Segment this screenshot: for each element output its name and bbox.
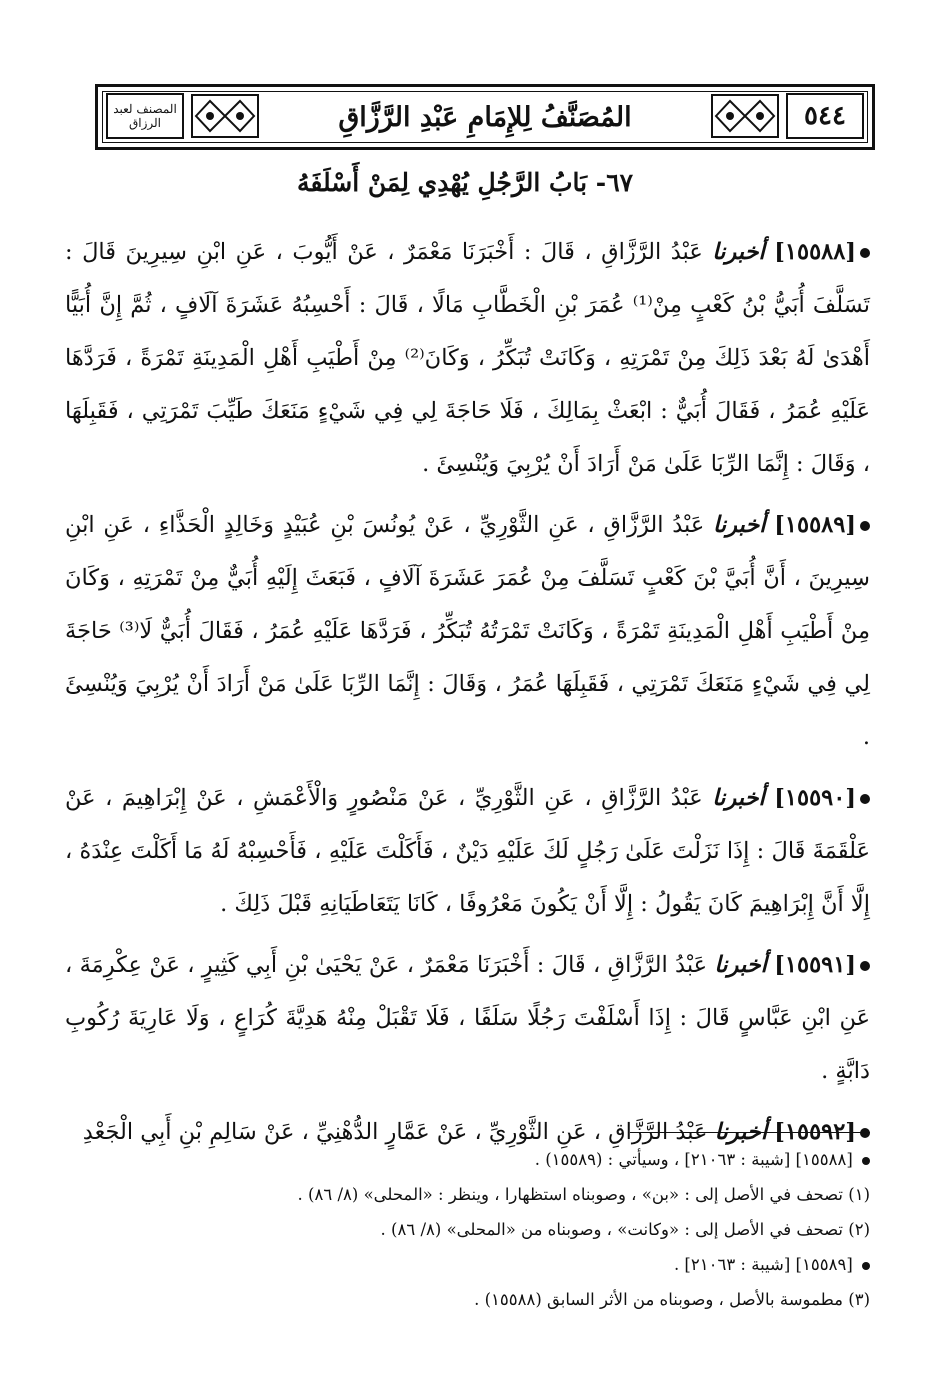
footnote-text: (٣) مطموسة بالأصل ، وصوبناه من الأثر السابق (١٥٥٨٨) . [474, 1290, 870, 1309]
page-number: ٥٤٤ [804, 101, 846, 131]
bullet-icon [860, 961, 870, 971]
bullet-icon [860, 521, 870, 531]
ornament-left-icon [190, 93, 260, 139]
hadith-opening-word: أخبرنا [714, 1119, 768, 1145]
footnotes [120, 1142, 870, 1317]
hadith-entry [65, 499, 870, 764]
hadith-number: [١٥٥٩١] [774, 952, 856, 978]
hadith-number: [١٥٥٩٠] [774, 785, 856, 811]
hadith-text: عَبْدُ الرَّزَّاقِ ، عَنِ الثَّوْرِيِّ ، عَنْ يُونُسَ بْنِ عُبَيْدٍ وَخَالِدٍ الْحَذَّاءِ ، عَنِ ابْنِ سِيرِينَ ، أَنَّ أُبَيَّ بْنَ كَعْبٍ تَسَلَّفَ مِنْ عُمَرَ عَشَرَةَ آلَافٍ ، فَبَعَثَ إِلَيْهِ أُبَيٌّ مِنْ تَمْرَتِهِ ، وَكَانَ مِنْ أَطْيَبِ أَهْلِ الْمَدِينَةِ تَمْرَةً ، وَكَانَتْ تَمْرَتُهُ تُبَكِّرُ ، فَرَدَّهَا عَلَيْهِ عُمَرُ ، فَقَالَ أُبَيٌّ لَا⁽³⁾ حَاجَةَ لِي فِي شَيْءٍ مَنَعَكَ تَمْرَتِي ، فَقَبِلَهَا عُمَرُ ، وَقَالَ : إِنَّمَا الرِّبَا عَلَىٰ مَنْ أَرَادَ أَنْ يُرْبِيَ وَيُنْسِئَ . [65, 512, 870, 750]
footnote [120, 1282, 870, 1317]
hadith-opening-word: أخبرنا [712, 785, 765, 811]
footnote-text: (٢) تصحف في الأصل إلى : «وكانت» ، وصوبناه من «المحلى» (٨/ ٨٦) . [380, 1220, 870, 1239]
hadith-number: [١٥٥٨٩] [774, 512, 856, 538]
footnote [120, 1212, 870, 1247]
bullet-icon [860, 794, 870, 804]
book-logo: المصنف لعبد الرزاق [113, 102, 177, 130]
chapter-heading: ٦٧- بَابُ الرَّجُلِ يُهْدِي لِمَنْ أَسْلَفَهُ [296, 168, 634, 197]
footnote [120, 1177, 870, 1212]
hadith-number: [١٥٥٨٨] [774, 239, 856, 265]
hadith-opening-word: أخبرنا [714, 952, 767, 978]
hadith-number: [١٥٥٩٢] [774, 1119, 856, 1145]
hadith-opening-word: أخبرنا [712, 239, 765, 265]
footnote-text: (١) تصحف في الأصل إلى : «بن» ، وصوبناه استظهارا ، وينظر : «المحلى» (٨/ ٨٦) . [297, 1185, 870, 1204]
hadith-list [65, 226, 870, 1167]
bullet-icon [860, 1128, 870, 1138]
hadith-text: عَبْدُ الرَّزَّاقِ ، قَالَ : أَخْبَرَنَا مَعْمَرٌ ، عَنْ يَحْيَىٰ بْنِ أَبِي كَثِيرٍ ، عَنْ عِكْرِمَةَ ، عَنِ ابْنِ عَبَّاسٍ قَالَ : إِذَا أَسْلَفْتَ رَجُلًا سَلَفًا ، فَلَا تَقْبَلْ مِنْهُ هَدِيَّةَ كُرَاعٍ ، وَلَا عَارِيَةَ رُكُوبِ دَابَّةٍ . [65, 952, 870, 1084]
hadith-entry [65, 939, 870, 1098]
hadith-entry [65, 772, 870, 931]
book-logo-box [106, 93, 184, 139]
footnote-text: [١٥٥٨٩] [شيبة : ٢١٠٦٣] . [673, 1255, 853, 1274]
footnote [120, 1142, 870, 1177]
hadith-text: عَبْدُ الرَّزَّاقِ ، عَنِ الثَّوْرِيِّ ، عَنْ مَنْصُورٍ وَالْأَعْمَشِ ، عَنْ إِبْرَاهِيمَ ، عَنْ عَلْقَمَةَ قَالَ : إِذَا نَزَلْتَ عَلَىٰ رَجُلٍ لَكَ عَلَيْهِ دَيْنٌ ، فَأَكَلْتَ عَلَيْهِ ، فَأَحْسِبْهُ لَهُ مَا أَكَلْتَ عِنْدَهُ ، إِلَّا أَنَّ إِبْرَاهِيمَ كَانَ يَقُولُ : إِلَّا أَنْ يَكُونَ مَعْرُوفًا ، كَانَا يَتَعَاطَيَانِهِ قَبْلَ ذَلِكَ . [65, 785, 870, 917]
hadith-text: عَبْدُ الرَّزَّاقِ ، قَالَ : أَخْبَرَنَا مَعْمَرٌ ، عَنْ أَيُّوبَ ، عَنِ ابْنِ سِيرِينَ قَالَ : تَسَلَّفَ أُبَيُّ بْنُ كَعْبٍ مِنْ⁽¹⁾ عُمَرَ بْنِ الْخَطَّابِ مَالًا ، قَالَ : أَحْسِبُهُ عَشَرَةَ آلَافٍ ، ثُمَّ إِنَّ أُبَيًّا أَهْدَىٰ لَهُ بَعْدَ ذَلِكَ مِنْ تَمْرَتِهِ ، وَكَانَتْ تُبَكِّرُ ، وَكَانَ⁽²⁾ مِنْ أَطْيَبِ أَهْلِ الْمَدِينَةِ تَمْرَةً ، فَرَدَّهَا عَلَيْهِ عُمَرُ ، فَقَالَ أُبَيٌّ : ابْعَثْ بِمَالِكَ ، فَلَا حَاجَةَ لِي فِي شَيْءٍ مَنَعَكَ طَيِّبَ تَمْرَتِي ، فَقَبِلَهَا ، وَقَالَ : إِنَّمَا الرِّبَا عَلَىٰ مَنْ أَرَادَ أَنْ يُرْبِيَ وَيُنْسِئَ . [65, 239, 871, 477]
ornament-right-icon [710, 93, 780, 139]
bullet-icon [862, 1262, 870, 1270]
bullet-icon [860, 248, 870, 258]
book-title: المُصَنَّفُ لِلإِمَامِ عَبْدِ الرَّزَّاقِ [338, 101, 632, 133]
bullet-icon [862, 1157, 870, 1165]
hadith-text: عَبْدُ الرَّزَّاقِ ، عَنِ الثَّوْرِيِّ ، عَنْ عَمَّارٍ الدُّهْنِيِّ ، عَنْ سَالِمِ بْنِ أَبِي الْجَعْدِ [82, 1119, 708, 1145]
page-number-box [786, 93, 864, 139]
footnote-divider [630, 1132, 870, 1133]
footnote [120, 1247, 870, 1282]
hadith-entry [65, 226, 870, 491]
page-header [95, 84, 875, 150]
footnote-text: [١٥٥٨٨] [شيبة : ٢١٠٦٣] ، وسيأتي : (١٥٥٨٩) . [534, 1150, 853, 1169]
hadith-opening-word: أخبرنا [713, 512, 766, 538]
